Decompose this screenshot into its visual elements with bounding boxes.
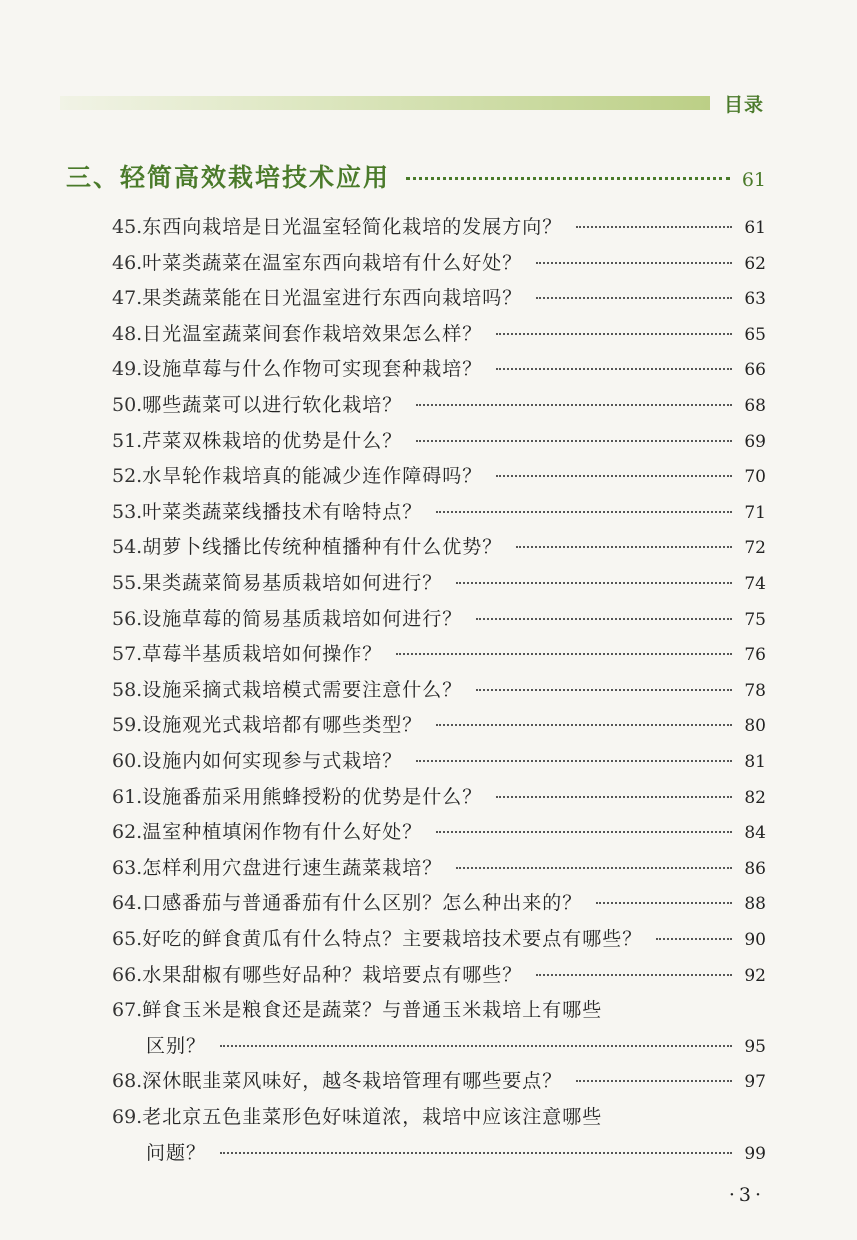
entry-title: 设施草莓的简易基质栽培如何进行？ [142, 607, 463, 630]
entry-page-number: 74 [744, 574, 766, 594]
entry-number: 67. [112, 999, 143, 1022]
dot-leader [596, 902, 732, 904]
toc-entry[interactable] [112, 960, 766, 987]
toc-entry[interactable] [112, 283, 766, 310]
entry-number: 47. [112, 287, 143, 310]
entry-title: 设施草莓与什么作物可实现套种栽培？ [142, 358, 483, 381]
toc-entry[interactable] [112, 319, 766, 346]
entry-number: 56. [112, 607, 143, 630]
dot-leader [496, 796, 732, 798]
entry-page-number: 63 [744, 289, 766, 310]
toc-entry[interactable] [112, 426, 766, 453]
toc-entry[interactable] [112, 1066, 766, 1093]
entry-number: 54. [112, 536, 143, 559]
toc-entry[interactable] [112, 782, 766, 809]
toc-entry[interactable] [112, 354, 766, 381]
entry-page-number: 99 [744, 1143, 766, 1164]
entry-title: 设施观光式栽培都有哪些类型？ [142, 714, 423, 737]
entry-number: 45. [112, 216, 143, 238]
dot-leader [416, 404, 732, 406]
toc-entry[interactable] [112, 390, 766, 417]
entry-number: 50. [112, 394, 143, 416]
entry-page-number: 65 [744, 324, 766, 345]
toc-entry[interactable] [112, 212, 766, 239]
entry-page-number: 76 [744, 645, 766, 666]
entry-title: 老北京五色韭菜形色好味道浓，栽培中应该注意哪些 [142, 1106, 603, 1128]
entry-title: 水果甜椒有哪些好品种？栽培要点有哪些？ [142, 963, 523, 986]
entry-title: 设施采摘式栽培模式需要注意什么？ [142, 678, 463, 701]
dot-leader [456, 582, 732, 584]
entry-page-number: 88 [744, 894, 766, 915]
entry-page-number: 80 [744, 716, 766, 737]
dot-leader [496, 368, 732, 370]
entry-page-number: 97 [744, 1072, 766, 1093]
section-heading-row[interactable] [66, 158, 766, 194]
entry-page-number: 90 [744, 930, 766, 950]
dot-leader [536, 974, 732, 976]
dot-leader [476, 618, 732, 620]
toc-entry[interactable] [112, 924, 766, 951]
entry-title: 水旱轮作栽培真的能减少连作障碍吗？ [142, 465, 483, 488]
dot-leader [656, 938, 732, 940]
dot-leader [456, 867, 732, 869]
toc-entry[interactable] [112, 497, 766, 524]
entry-number: 64. [112, 892, 143, 915]
entry-title: 温室种植填闲作物有什么好处？ [142, 821, 423, 844]
entry-page-number: 62 [744, 253, 766, 274]
toc-entry[interactable] [112, 568, 766, 595]
toc-entry[interactable] [112, 710, 766, 737]
entry-page-number: 70 [744, 467, 766, 488]
dot-leader [406, 177, 730, 180]
entry-title: 怎样利用穴盘进行速生蔬菜栽培？ [142, 856, 443, 879]
entry-number: 59. [112, 714, 143, 737]
entry-page-number: 66 [744, 360, 766, 381]
entry-page-number: 75 [744, 609, 766, 630]
toc-entry[interactable] [112, 888, 766, 915]
dot-leader [220, 1045, 732, 1047]
entry-number: 55. [112, 572, 143, 594]
dot-leader [436, 724, 732, 726]
dot-leader [416, 760, 732, 762]
entry-number: 69. [112, 1106, 143, 1128]
entry-title: 叶菜类蔬菜线播技术有啥特点？ [142, 500, 423, 523]
toc-entry-continuation[interactable] [146, 1031, 766, 1058]
entry-page-number: 69 [744, 431, 766, 452]
section-title: 三、轻简高效栽培技术应用 [66, 163, 391, 192]
entry-page-number: 82 [744, 787, 766, 808]
entry-title: 芹菜双株栽培的优势是什么？ [142, 429, 403, 452]
toc-entry[interactable] [112, 1102, 766, 1129]
entry-page-number: 86 [744, 858, 766, 879]
entry-number: 62. [112, 821, 143, 844]
entry-number: 63. [112, 856, 143, 879]
entry-title: 草莓半基质栽培如何操作？ [142, 643, 383, 666]
header-label: 目录 [724, 94, 765, 116]
dot-leader [436, 511, 732, 513]
entry-number: 65. [112, 928, 143, 950]
dot-leader [516, 546, 732, 548]
entry-title: 叶菜类蔬菜在温室东西向栽培有什么好处？ [142, 251, 523, 274]
entry-title: 果类蔬菜能在日光温室进行东西向栽培吗？ [142, 287, 523, 310]
entry-number: 66. [112, 963, 143, 986]
entry-number: 61. [112, 785, 143, 808]
dot-leader [536, 297, 732, 299]
entry-page-number: 72 [744, 538, 766, 559]
dot-leader [220, 1152, 732, 1154]
entry-title: 东西向栽培是日光温室轻简化栽培的发展方向？ [142, 216, 563, 238]
entry-page-number: 61 [744, 218, 766, 238]
dot-leader [576, 1080, 732, 1082]
entry-title-continuation: 问题？ [146, 1141, 207, 1164]
toc-entry[interactable] [112, 746, 766, 773]
entry-number: 57. [112, 643, 143, 666]
entry-title: 好吃的鲜食黄瓜有什么特点？主要栽培技术要点有哪些？ [142, 928, 643, 950]
dot-leader [476, 689, 732, 691]
entry-number: 60. [112, 750, 143, 772]
section-page-number: 61 [741, 169, 766, 191]
entry-page-number: 81 [744, 752, 766, 772]
entry-title: 果类蔬菜简易基质栽培如何进行？ [142, 572, 443, 594]
entry-number: 48. [112, 322, 143, 345]
dot-leader [496, 333, 732, 335]
toc-entry[interactable] [112, 853, 766, 880]
entry-page-number: 84 [744, 823, 766, 844]
toc-entry[interactable] [112, 532, 766, 559]
toc-entry[interactable] [112, 604, 766, 631]
toc-entry[interactable] [112, 817, 766, 844]
entry-number: 53. [112, 500, 143, 523]
entry-page-number: 68 [744, 396, 766, 416]
entry-title-continuation: 区别？ [146, 1034, 207, 1057]
entry-page-number: 95 [744, 1036, 766, 1057]
toc-entry[interactable] [112, 461, 766, 488]
header-decoration-bar [60, 96, 710, 110]
dot-leader [576, 226, 732, 228]
entry-title: 深休眠韭菜风味好，越冬栽培管理有哪些要点？ [142, 1070, 563, 1093]
toc-entry[interactable] [112, 639, 766, 666]
toc-entry[interactable] [112, 248, 766, 275]
entry-title: 设施内如何实现参与式栽培？ [142, 750, 403, 772]
entry-title: 鲜食玉米是粮食还是蔬菜？与普通玉米栽培上有哪些 [142, 999, 603, 1022]
entry-number: 46. [112, 251, 143, 274]
entry-number: 49. [112, 358, 143, 381]
dot-leader [496, 475, 732, 477]
dot-leader [416, 440, 732, 442]
dot-leader [536, 262, 732, 264]
entry-title: 口感番茄与普通番茄有什么区别？怎么种出来的？ [142, 892, 583, 915]
entry-number: 52. [112, 465, 143, 488]
toc-entry[interactable] [112, 995, 766, 1022]
dot-leader [436, 831, 732, 833]
toc-entry[interactable] [112, 675, 766, 702]
entry-number: 68. [112, 1070, 143, 1093]
entry-title: 胡萝卜线播比传统种植播种有什么优势？ [142, 536, 503, 559]
entry-number: 58. [112, 678, 143, 701]
entry-page-number: 71 [744, 502, 766, 523]
entry-title: 日光温室蔬菜间套作栽培效果怎么样？ [142, 322, 483, 345]
footer-page-number: ·3· [728, 1184, 765, 1206]
toc-entry-continuation[interactable] [146, 1138, 766, 1165]
entry-title: 设施番茄采用熊蜂授粉的优势是什么？ [142, 785, 483, 808]
entry-number: 51. [112, 429, 143, 452]
dot-leader [396, 653, 732, 655]
entry-page-number: 92 [744, 965, 766, 986]
entry-page-number: 78 [744, 680, 766, 701]
entry-title: 哪些蔬菜可以进行软化栽培？ [142, 394, 403, 416]
